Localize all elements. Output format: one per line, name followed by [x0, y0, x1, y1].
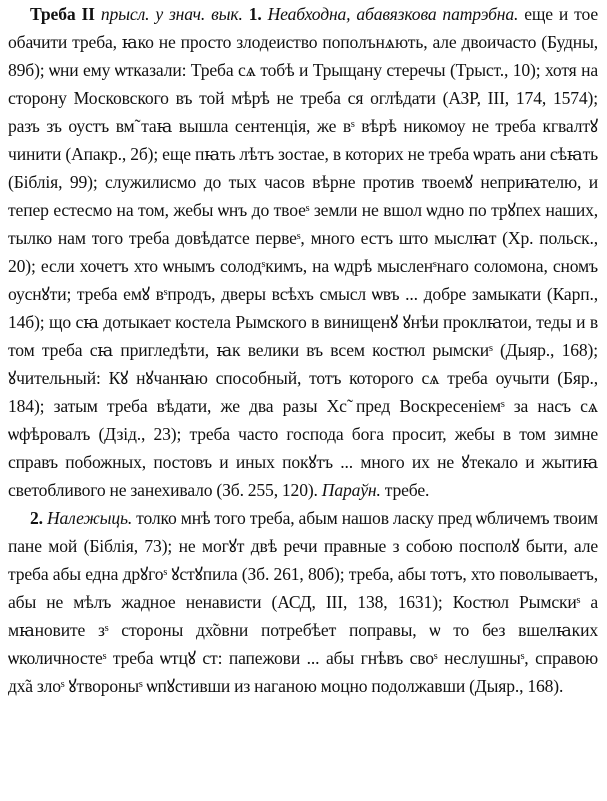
- sense-2-definition: Належыць.: [46, 508, 133, 528]
- sense-1-quotations: еще и тое обачити треба, ꙗко не просто злодеиство пополънѧють, але двоичасто (Будны, 89б); ѡни ему ѡтказали: Треба сѧ тобѣ и Трыщану стеречы (Трыст., 10); хотя на сторону Московского въ той мѣрѣ не треба ся оглѣдати (АЗР, III, 174, 1574); разъ зъ оустъ вм̃ таꙗ вышла сентенція, же вˢ вѣрѣ никомоу не треба кгвалтꙋ чинити (Апакр., 2б); еще пꙗть лѣтъ зостае, в которих не треба ѡрать ани сѣꙗть (Біблія, 99); служилисмо до тых часов вѣрне против твоемꙋ неприꙗтелю, и тепер естесмо на том, жебы ѡнъ до твоеˢ земли не вшол ѡдно по трꙋпех наших, тылко нам того треба довѣдатсе первеˢ, много естъ што мыслꙗт (Хр. польск., 20); если хочетъ хто ѡнымъ солодˢкимъ, на ѡдрѣ мысленˢнаго соломона, сномъ оуснꙋти; треба емꙋ вˢпродъ, дверы всѣхъ смысл ѡвъ ... добре замыкати (Карп., 14б); що сꙗ дотыкает костела Рымского в винищенꙋ ꙋнѣи проклꙗтои, теды и в том треба сꙗ пригледѣти, ꙗк велики въ всем костюл рымскиˢ (Дыяр., 168); ꙋчительный: Кꙋ нꙋчанꙗю способный, тотъ которого сѧ треба оучыти (Бяр., 184); затым треба вѣдати, же два разы Хс̃ пред Воскресенiемˢ за насъ сѧ ѡфѣровалъ (Дзід., 23); треба часто господа бога просит, жебы в том зимне справъ побожных, постовъ и иных покꙋтъ ... много их не ꙋтекало и жытиꙗ светобливого не занехивало (Зб. 255, 120).: [8, 4, 598, 500]
- sense-2-number: 2.: [30, 508, 43, 528]
- cross-reference-label: Параўн.: [321, 480, 381, 500]
- headword: Треба II: [30, 4, 95, 24]
- cross-reference-target: требе.: [384, 480, 430, 500]
- grammar-label: прысл. у знач. вык.: [100, 4, 243, 24]
- sense-1-number: 1.: [248, 4, 262, 24]
- sense-1-paragraph: [8, 0, 598, 504]
- sense-2-quotations: толко мнѣ того треба, абым нашов ласку пред ѡбличемъ твоим пане мой (Біблія, 73); не могꙋт двѣ речи правные з собою посполꙋ быти, але треба абы една дрꙋгоˢ ꙋстꙋпила (Зб. 261, 80б); треба, абы тотъ, хто поволываетъ, абы не мѣлъ жадное ненависти (АСД, III, 138, 1631); Костюл Рымскиˢ а мꙗновите зˢ стороны дх̃овни потребѣет поправы, ѡ то без вшелꙗких ѡколичностеˢ треба ѡтцꙋ ст: папежови ... абы гнѣвъ своˢ неслушныˢ, справою дх̃а злоˢ ꙋтвороныˢ ѡпꙋстивши из наганою моцно подолжавши (Дыяр., 168).: [8, 508, 598, 696]
- dictionary-entry: [8, 0, 598, 700]
- sense-2-paragraph: [8, 504, 598, 700]
- sense-1-definition: Неабходна, абавязкова патрэбна.: [267, 4, 519, 24]
